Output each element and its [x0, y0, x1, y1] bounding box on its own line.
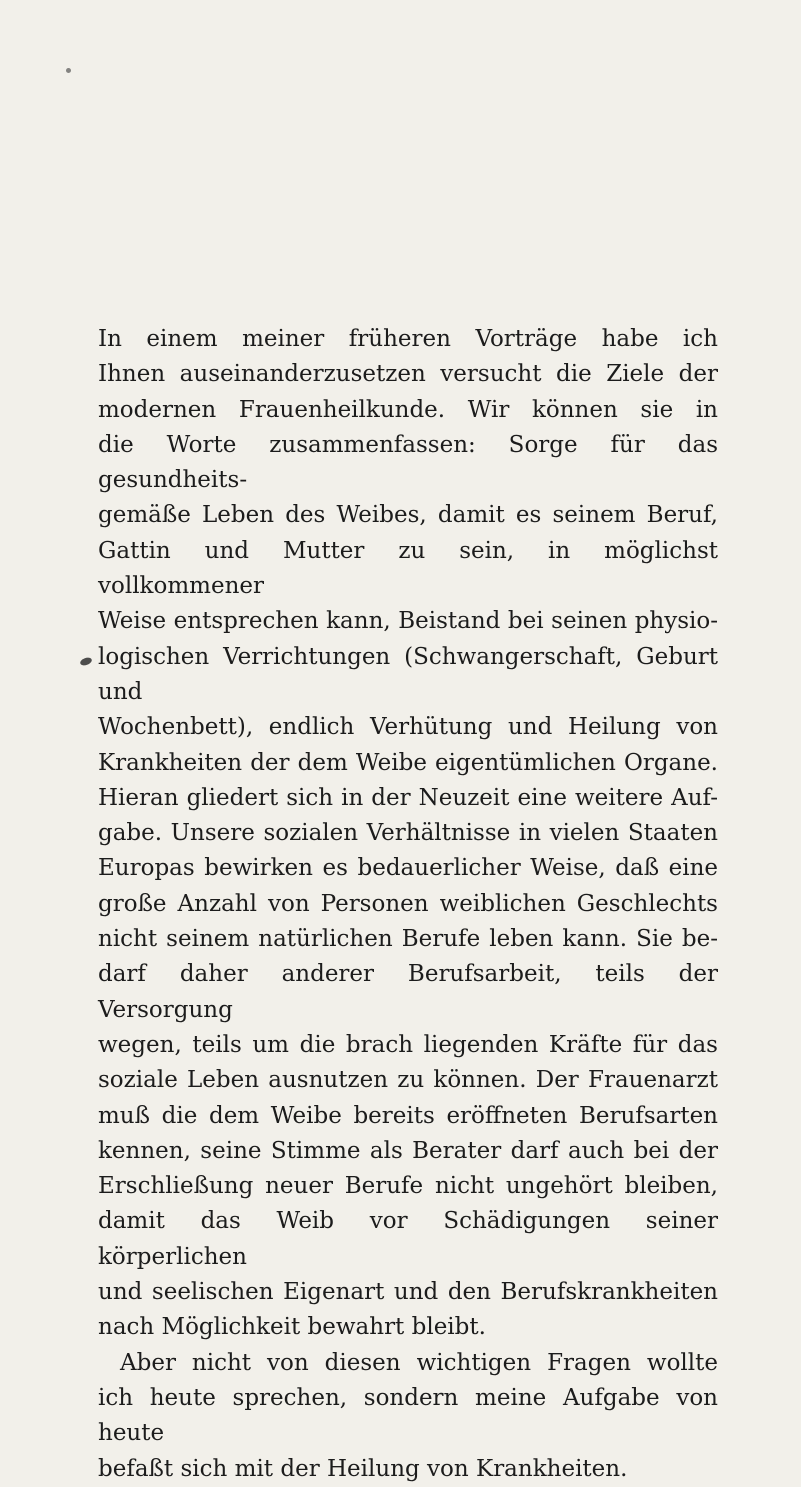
text-line: Europas bewirken es bedauerlicher Weise, daß eine [98, 855, 718, 882]
text-line: In einem meiner früheren Vorträge habe ich [98, 326, 718, 352]
text-line: Ihnen auseinanderzusetzen versucht die Ziele der [98, 361, 718, 388]
text-line: Wochenbett), endlich Verhütung und Heilung von [98, 714, 718, 741]
text-line: nach Möglichkeit bewahrt bleibt. [98, 1314, 486, 1341]
text-line: befaßt sich mit der Heilung von Krankheiten. [98, 1455, 628, 1482]
text-line: modernen Frauenheilkunde. Wir können sie in [98, 396, 718, 423]
text-line: große Anzahl von Personen weiblichen Geschlechts [98, 890, 718, 917]
text-line: damit das Weib vor Schädigungen seiner körperlichen [98, 1208, 718, 1270]
text-line: Krankheiten der dem Weibe eigentümlichen Organe. [98, 749, 718, 776]
paragraph-1 [98, 322, 718, 1346]
paragraph-2 [98, 1346, 718, 1487]
text-line: Hieran gliedert sich in der Neuzeit eine weitere Auf- [98, 784, 718, 811]
text-line: darf daher anderer Berufsarbeit, teils der Versorgung [98, 961, 718, 1023]
text-line: und seelischen Eigenart und den Berufskrankheiten [98, 1279, 718, 1306]
text-line: nicht seinem natürlichen Berufe leben kann. Sie be- [98, 926, 718, 953]
text-line: kennen, seine Stimme als Berater darf auch bei der [98, 1137, 718, 1164]
ink-speck [66, 68, 71, 73]
text-line: gemäße Leben des Weibes, damit es seinem Beruf, [98, 502, 718, 529]
text-line: ich heute sprechen, sondern meine Aufgabe von heute [98, 1384, 718, 1447]
text-line: Gattin und Mutter zu sein, in möglichst vollkommener [98, 537, 718, 600]
text-line: muß die dem Weibe bereits eröffneten Berufsarten [98, 1102, 718, 1129]
text-line: Aber nicht von diesen wichtigen Fragen wollte [120, 1349, 718, 1376]
text-line: die Worte zusammenfassen: Sorge für das gesundheits- [98, 431, 718, 494]
text-line: soziale Leben ausnutzen zu können. Der Frauenarzt [98, 1067, 718, 1094]
text-line: wegen, teils um die brach liegenden Kräfte für das [98, 1031, 718, 1058]
text-line: logischen Verrichtungen (Schwangerschaft, Geburt und [98, 643, 718, 705]
text-line: Erschließung neuer Berufe nicht ungehört bleiben, [98, 1173, 718, 1200]
text-line: Weise entsprechen kann, Beistand bei seinen physio- [98, 608, 718, 635]
body-text [98, 322, 718, 1487]
text-line: gabe. Unsere sozialen Verhältnisse in vielen Staaten [98, 820, 718, 847]
ink-speck [79, 656, 93, 667]
